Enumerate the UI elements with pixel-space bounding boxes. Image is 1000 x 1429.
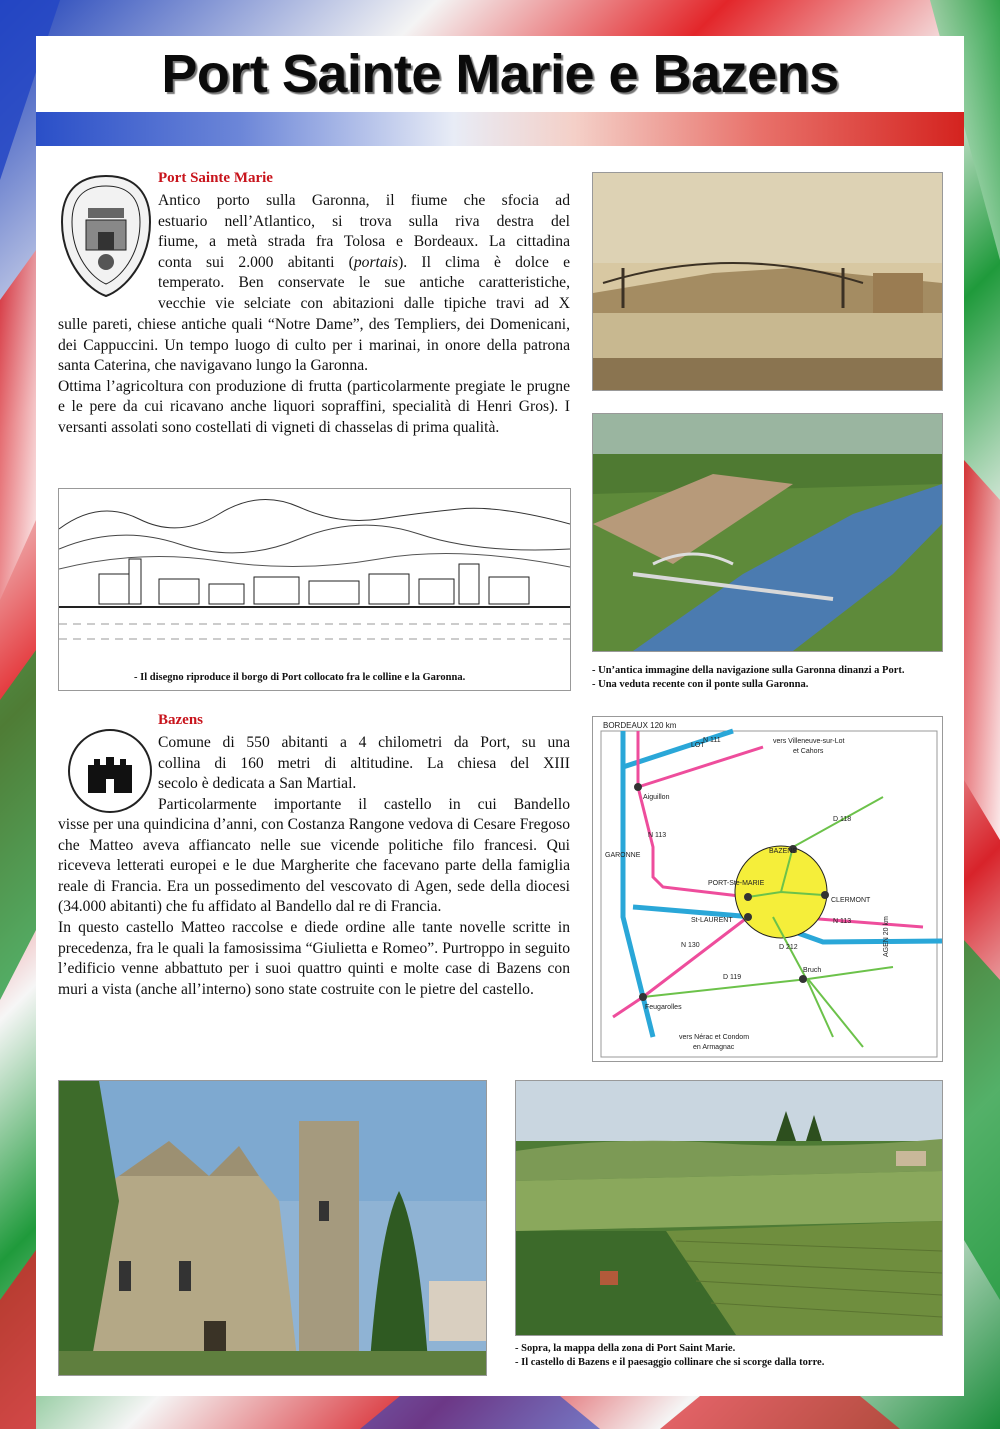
photo-caption: - Un’antica immagine della navigazione sulla Garonna dinanzi a Port. xyxy=(592,665,905,676)
map-label-n111: N 111 xyxy=(703,737,721,744)
port-sainte-marie-seal-icon xyxy=(58,172,154,300)
map-label-d212: D 212 xyxy=(779,944,798,951)
intro-line: Comune di 550 abitanti a 4 chilometri da Port, su una xyxy=(158,734,570,751)
intro-line: temperato. Ben conservate le sue antiche caratteristiche, xyxy=(158,274,570,292)
map-label-clermont: CLERMONT xyxy=(831,897,871,904)
photo-captions-top xyxy=(592,664,962,692)
photo-caption: - Una veduta recente con il ponte sulla Garonna. xyxy=(592,679,809,690)
aerial-bridge-photo xyxy=(592,413,943,652)
photo-caption: - Sopra, la mappa della zona di Port Saint Marie. xyxy=(515,1343,736,1354)
area-map xyxy=(592,716,943,1062)
novelle-paragraph: In questo castello Matteo raccolse e diede ordine alle tante novelle scritte in precedenza, fra le quali la famosissima “Giulietta e Romeo”. Purtroppo in seguito l’edificio venne abbattuto per i suoi quattro quinti e molte case di Bazens con muri a vista (anche all’interno) sono state costruite con le pietre del castello. xyxy=(58,918,570,998)
intro-line: secolo è dedicata a San Martial. xyxy=(158,775,357,793)
intro-line: Particolarmente importante il castello in cui Bandello xyxy=(158,795,570,813)
photo-caption: - Il castello di Bazens e il paesaggio collinare che si scorge dalla torre. xyxy=(515,1357,825,1368)
section-heading-bazens: Bazens xyxy=(158,712,203,728)
map-label-st-laurent: St-LAURENT xyxy=(691,917,733,924)
map-label-feugarolles: Feugarolles xyxy=(645,1004,682,1011)
bazens-intro-lines xyxy=(158,733,570,815)
map-label-garonne: GARONNE xyxy=(605,852,641,859)
sketch-caption: - Il disegno riproduce il borgo di Port collocato fra le colline e la Garonna. xyxy=(134,672,466,683)
agriculture-paragraph: Ottima l’agricoltura con produzione di frutta (particolarmente pregiate le prugne e le pere da cui ricavano anche liquori sopraffini, specialità di Henri Gros). I versanti assolati sono costellati di vigneti di chasselas di prima qualità. xyxy=(58,377,570,436)
intro-line: Antico porto sulla Garonna, il fiume che sfocia ad xyxy=(158,192,570,209)
map-label-nerac-line1: vers Nérac et Condom xyxy=(679,1034,750,1041)
poster-title: Port Sainte Marie e Bazens xyxy=(161,44,839,104)
map-label-d119: D 119 xyxy=(723,974,742,981)
intro-line: collina di 160 metri di altitudine. La chiesa del XIII xyxy=(158,754,570,772)
bazens-paragraph xyxy=(58,815,570,1000)
title-color-bar xyxy=(36,112,964,146)
intro-line: vecchie vie selciate con abitazioni dalle tipiche travi ad X xyxy=(158,294,570,312)
map-label-bordeaux: BORDEAUX 120 km xyxy=(603,721,677,730)
map-label-d118: D 118 xyxy=(833,816,852,823)
map-label-bazens: BAZENS xyxy=(769,848,798,855)
bazens-castle-photo xyxy=(58,1080,487,1376)
photo-captions-bottom xyxy=(515,1342,955,1370)
paragraph-rest: sulle pareti, chiese antiche quali “Notre Dame”, des Templiers, dei Domenicani, dei Cappuccini. Un tempo luogo di culto per i marinai, in onore della patrona santa Caterina, che navigavano lungo la Garonna. xyxy=(58,316,570,375)
castle-paragraph: visse per una quindicina d’anni, con Costanza Rangone vedova di Cesare Fregoso che Matteo aveva affiancato nelle sue vicende politiche filo francesi. Qui riceveva letterati europei e le due Margherite che facevano parte della famiglia reale di Francia. Era un possedimento del vescovato di Agen, sede della diocesi (34.000 abitanti) che fu affidato al Bandello dal re di Francia. xyxy=(58,816,570,916)
intro-line: estuario nell’Atlantico, si trova sulla riva destra del xyxy=(158,212,570,230)
map-label-villeneuve-line1: vers Villeneuve-sur-Lot xyxy=(773,738,845,745)
map-label-nerac-line2: en Armagnac xyxy=(693,1044,735,1051)
map-label-port-ste-marie: PORT-Ste-MARIE xyxy=(708,880,765,887)
map-label-agen: AGEN 20 km xyxy=(883,916,890,957)
map-label-villeneuve-line2: et Cahors xyxy=(793,748,824,755)
map-label-lot: LOT xyxy=(691,742,705,749)
hill-landscape-photo xyxy=(515,1080,943,1336)
map-label-aiguillon: Aiguillon xyxy=(643,794,670,801)
castel-del-novelier-logo-icon xyxy=(66,727,154,815)
map-label-bruch: Bruch xyxy=(803,967,822,974)
port-sainte-marie-intro-lines xyxy=(158,191,570,315)
historic-navigation-photo xyxy=(592,172,943,391)
map-label-n113-east: N 113 xyxy=(833,918,852,925)
port-sainte-marie-paragraph xyxy=(58,315,570,439)
town-sketch-image xyxy=(58,488,571,691)
map-label-n113-north: N 113 xyxy=(648,832,667,839)
intro-line-with-italic: conta sui 2.000 abitanti (portais). Il clima è dolce e xyxy=(158,253,571,271)
section-heading-port-sainte-marie: Port Sainte Marie xyxy=(158,170,273,186)
italic-word-portais: portais xyxy=(353,253,399,271)
intro-line: fiume, a metà strada fra Tolosa e Bordeaux. La cittadina xyxy=(158,233,570,251)
map-label-n130: N 130 xyxy=(681,942,700,949)
